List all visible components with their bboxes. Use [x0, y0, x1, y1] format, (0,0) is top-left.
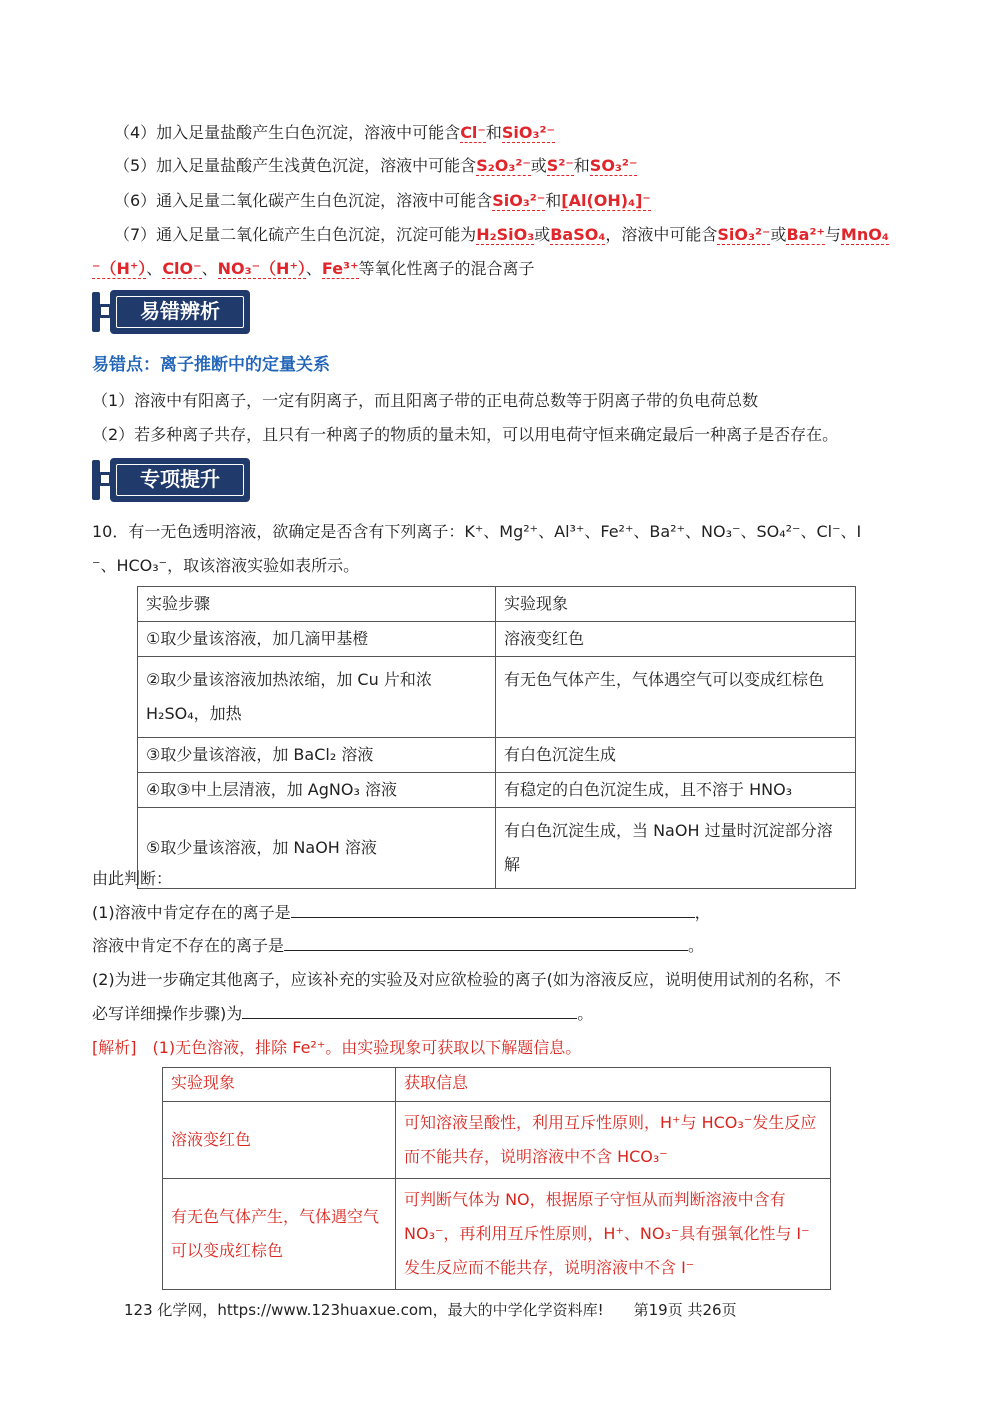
item-4: （4）加入足量盐酸产生白色沉淀，溶液中可能含Cl⁻和SiO₃²⁻: [114, 123, 555, 142]
answer-blank[interactable]: [242, 1004, 577, 1019]
table-cell-step: ④取③中上层清液，加 AgNO₃ 溶液: [138, 773, 496, 808]
question-2a: (2)为进一步确定其他离子，应该补充的实验及对应欲检验的离子(如为溶液反应，说明使用试剂的名称，不: [92, 970, 841, 989]
page-footer: 123 化学网，https://www.123huaxue.com，最大的中学化学资料库! 第19页 共26页: [124, 1301, 737, 1319]
item-7-line2: ⁻（H⁺）、ClO⁻、NO₃⁻（H⁺）、Fe³⁺等氧化性离子的混合离子: [92, 259, 535, 278]
table-cell-step: ①取少量该溶液，加几滴甲基橙: [138, 622, 496, 657]
table-cell-observation: 有白色沉淀生成，当 NaOH 过量时沉淀部分溶解: [496, 808, 856, 889]
badge-knob-icon: [98, 472, 112, 486]
table-cell-observation: 有白色沉淀生成: [496, 738, 856, 773]
table-header-step: 实验步骤: [138, 587, 496, 622]
question-1b: 溶液中肯定不存在的离子是 。: [92, 936, 705, 955]
analysis-cell-observation: 溶液变红色: [163, 1102, 396, 1179]
question-2b: 必写详细操作步骤)为 。: [92, 1004, 594, 1023]
badge-label: 专项提升: [116, 464, 244, 496]
item-6: （6）通入足量二氧化碳产生白色沉淀，溶液中可能含SiO₃²⁻和[Al(OH)₄]⁻: [114, 191, 651, 210]
analysis-header-info: 获取信息: [396, 1068, 831, 1102]
answer-blank[interactable]: [291, 903, 695, 918]
analysis-table: [162, 1067, 831, 1290]
table-cell-step: ③取少量该溶液，加 BaCl₂ 溶液: [138, 738, 496, 773]
mistake-point-2: （2）若多种离子共存，且只有一种离子的物质的量未知，可以用电荷守恒来确定最后一种离子是否存在。: [92, 425, 839, 444]
experiment-table: [137, 586, 856, 889]
question-1a: (1)溶液中肯定存在的离子是 ，: [92, 903, 711, 922]
table-cell-observation: 有无色气体产生，气体遇空气可以变成红棕色: [496, 657, 856, 738]
badge-special-improvement: [92, 458, 248, 502]
item-5: （5）加入足量盐酸产生浅黄色沉淀，溶液中可能含S₂O₃²⁻或S²⁻和SO₃²⁻: [114, 156, 638, 175]
badge-knob-icon: [98, 304, 112, 318]
answer-blank[interactable]: [284, 936, 688, 951]
analysis-cell-info: 可知溶液呈酸性，利用互斥性原则，H⁺与 HCO₃⁻发生反应而不能共存，说明溶液中不含 HCO₃⁻: [396, 1102, 831, 1179]
analysis-intro: [解析] (1)无色溶液，排除 Fe²⁺。由实验现象可获取以下解题信息。: [92, 1038, 582, 1057]
table-cell-observation: 有稳定的白色沉淀生成，且不溶于 HNO₃: [496, 773, 856, 808]
table-cell-observation: 溶液变红色: [496, 622, 856, 657]
table-cell-step: ⑤取少量该溶液，加 NaOH 溶液: [138, 808, 496, 889]
analysis-cell-observation: 有无色气体产生，气体遇空气可以变成红棕色: [163, 1179, 396, 1290]
mistake-point-1: （1）溶液中有阳离子，一定有阴离子，而且阳离子带的正电荷总数等于阴离子带的负电荷总数: [92, 391, 759, 410]
badge-mistake-analysis: [92, 290, 248, 334]
table-cell-step: ②取少量该溶液加热浓缩，加 Cu 片和浓 H₂SO₄，加热: [138, 657, 496, 738]
judge-label: 由此判断：: [92, 869, 173, 888]
question-line-1: 10．有一无色透明溶液，欲确定是否含有下列离子：K⁺、Mg²⁺、Al³⁺、Fe²⁺、Ba²⁺、NO₃⁻、SO₄²⁻、Cl⁻、I: [92, 522, 862, 541]
table-header-observation: 实验现象: [496, 587, 856, 622]
badge-label: 易错辨析: [116, 296, 244, 328]
analysis-cell-info: 可判断气体为 NO，根据原子守恒从而判断溶液中含有 NO₃⁻，再利用互斥性原则，H⁺、NO₃⁻具有强氧化性与 I⁻发生反应而不能共存，说明溶液中不含 I⁻: [396, 1179, 831, 1290]
analysis-header-observation: 实验现象: [163, 1068, 396, 1102]
item-7: （7）通入足量二氧化硫产生白色沉淀，沉淀可能为H₂SiO₃或BaSO₄，溶液中可能含SiO₃²⁻或Ba²⁺与MnO₄: [114, 225, 889, 244]
mistake-heading: 易错点：离子推断中的定量关系: [92, 355, 330, 375]
question-line-2: ⁻、HCO₃⁻，取该溶液实验如表所示。: [92, 556, 360, 575]
